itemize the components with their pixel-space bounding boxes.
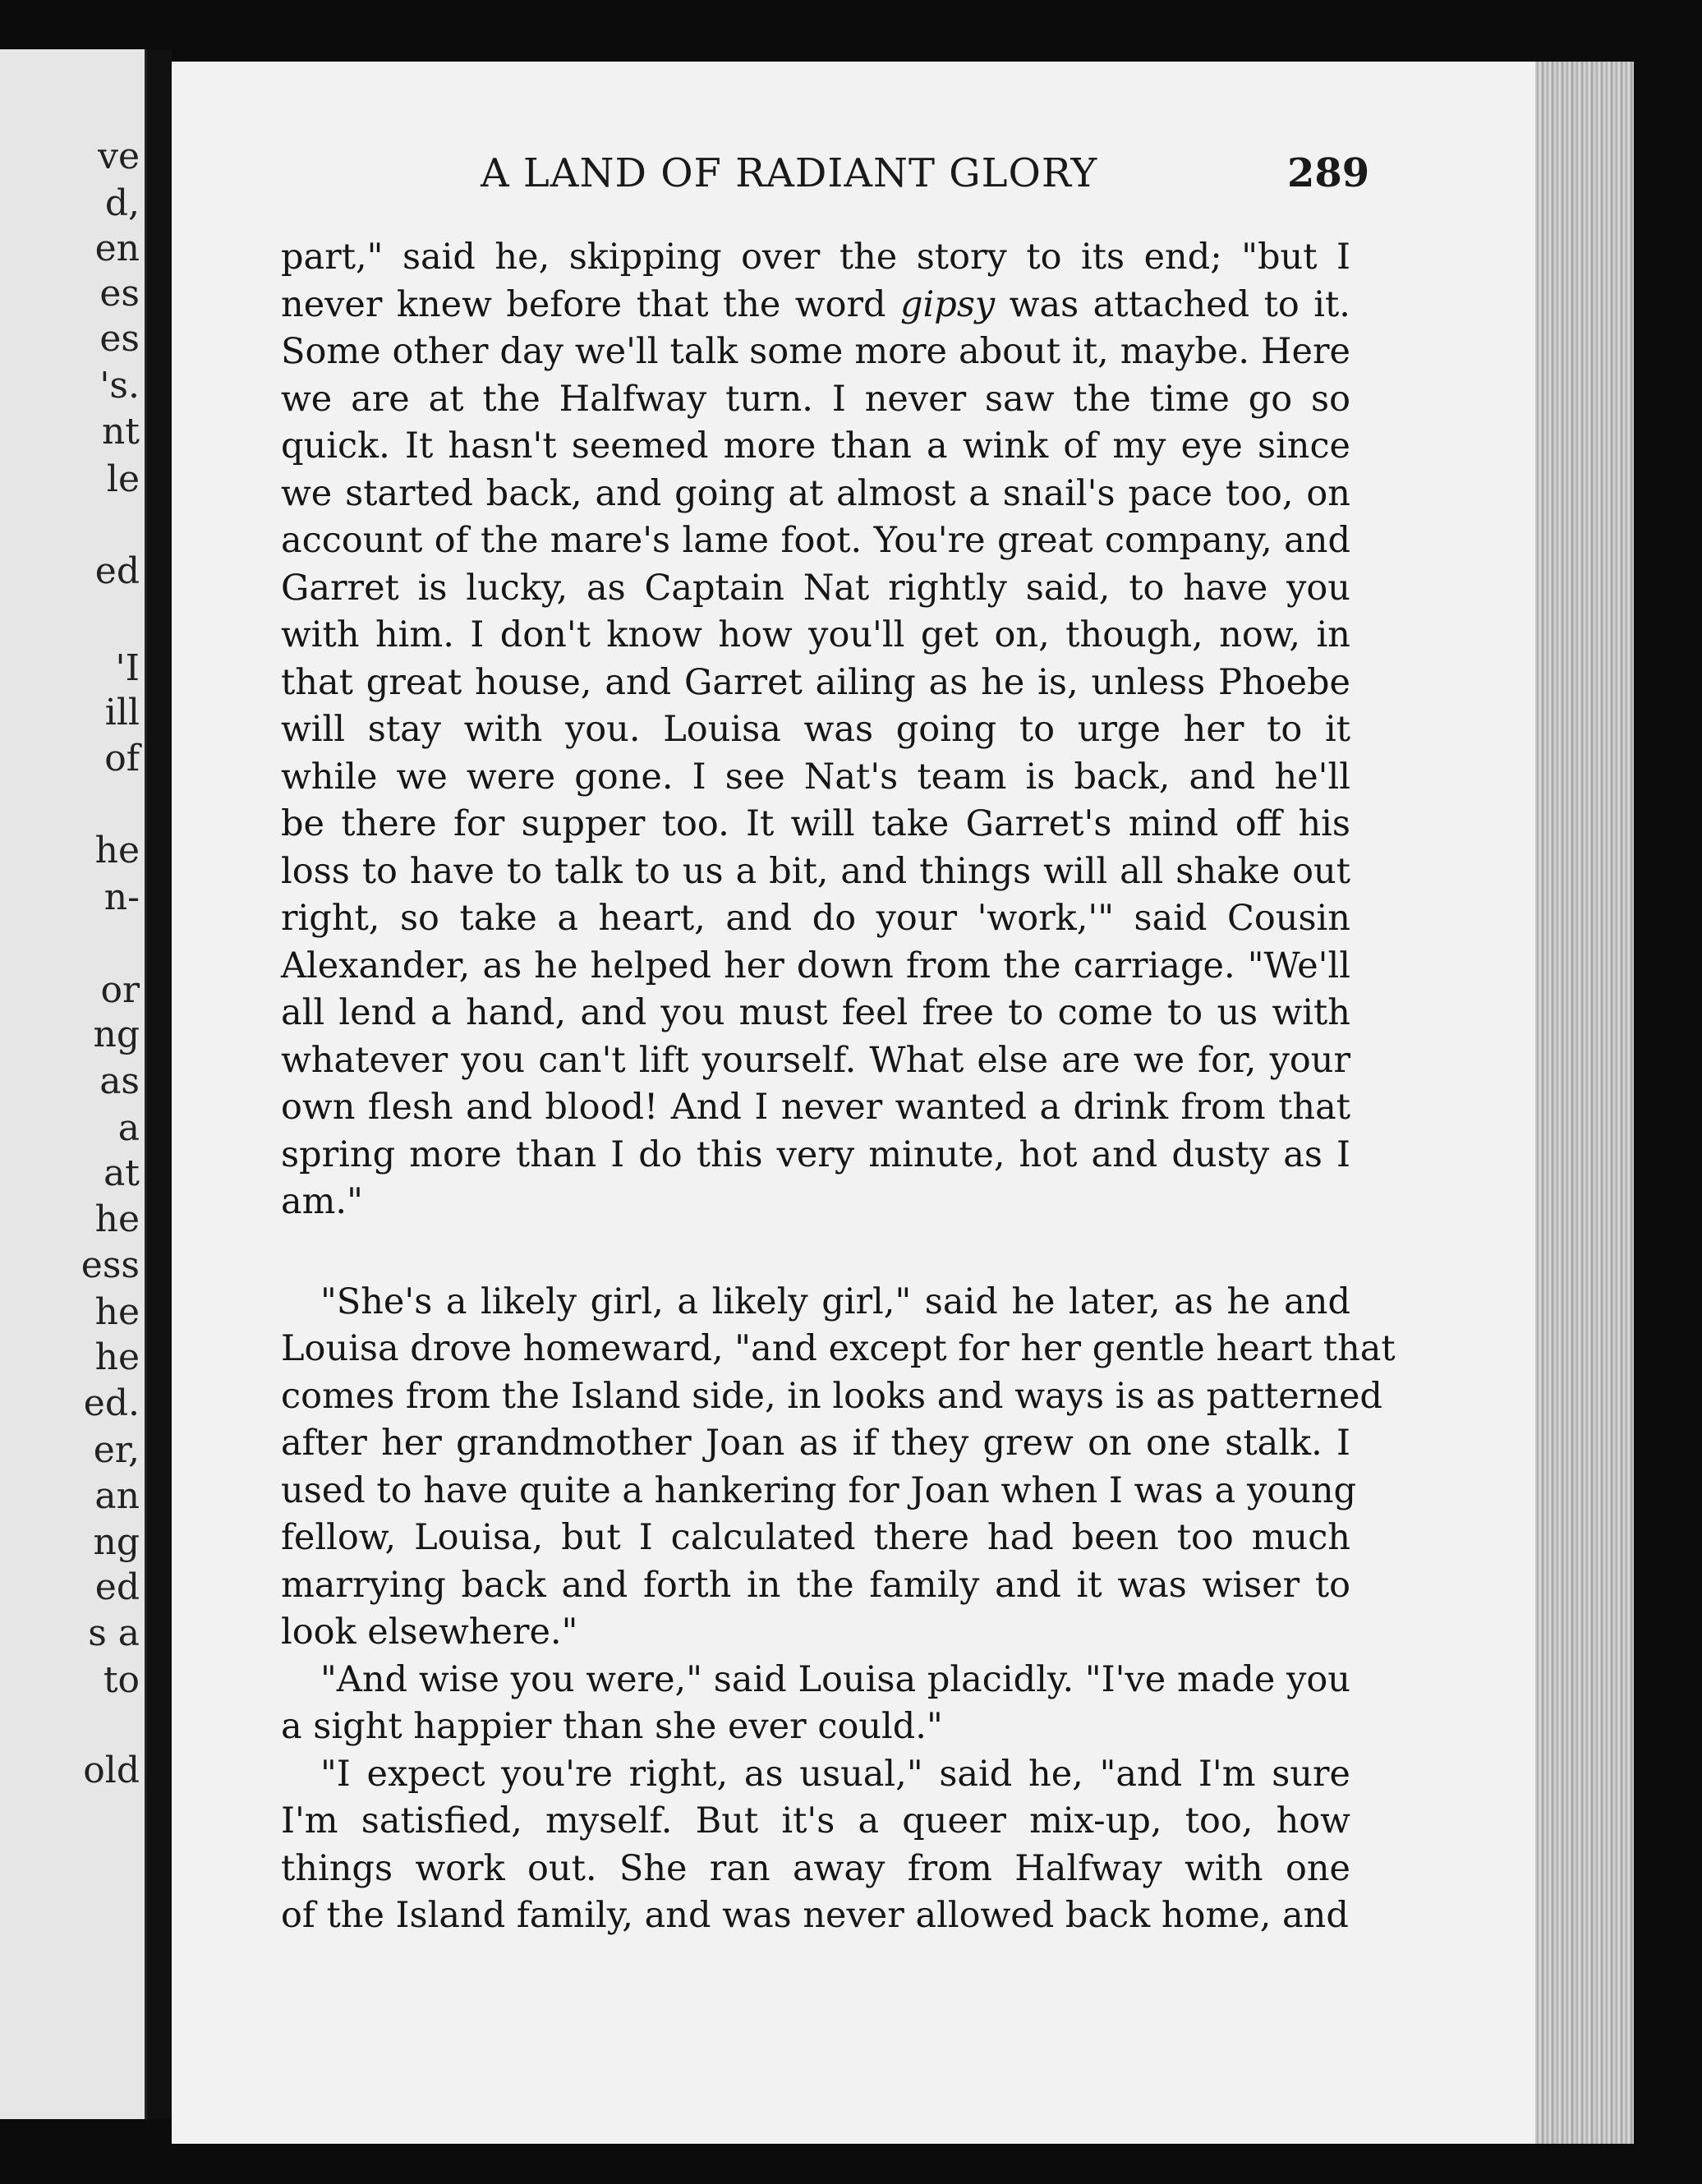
- left-page-text-fragment: a: [117, 1107, 140, 1149]
- left-page-text-fragment: he: [94, 1198, 140, 1240]
- text-line: will stay with you. Louisa was going to urge her to it: [281, 709, 1350, 750]
- text-line: loss to have to talk to us a bit, and things will all shake out: [281, 850, 1350, 892]
- text-line: look elsewhere.": [281, 1612, 578, 1653]
- page-edge-shadow: [1535, 62, 1634, 2144]
- paragraph: [281, 1657, 1350, 1751]
- text-line: I'm satisfied, myself. But it's a queer mix-up, too, how: [281, 1800, 1350, 1841]
- left-page-text-fragment: as: [99, 1060, 140, 1102]
- text-line: fellow, Louisa, but I calculated there had been too much: [281, 1517, 1350, 1558]
- left-page-text-fragment: nt: [101, 411, 140, 453]
- left-page-text-fragment: es: [99, 273, 140, 315]
- text-line: a sight happier than she ever could.": [281, 1706, 943, 1747]
- text-line: Some other day we'll talk some more about it, maybe. Here: [281, 331, 1350, 372]
- left-page-text-fragment: he: [94, 1336, 140, 1378]
- text-line: Alexander, as he helped her down from the carriage. "We'll: [281, 945, 1350, 986]
- left-page-text-fragment: ed: [94, 1566, 140, 1608]
- left-page-text-fragment: to: [103, 1659, 140, 1701]
- running-head: [172, 150, 1519, 208]
- left-page-text-fragment: en: [94, 228, 140, 269]
- text-line: Louisa drove homeward, "and except for her gentle heart that: [281, 1328, 1396, 1369]
- left-page-text-fragment: ed: [94, 550, 140, 592]
- left-page-text-fragment: ess: [80, 1244, 140, 1286]
- text-line: own flesh and blood! And I never wanted a drink from that: [281, 1087, 1350, 1128]
- text-line: "I expect you're right, as usual," said he, "and I'm sure: [320, 1753, 1350, 1795]
- text-line: be there for supper too. It will take Garret's mind off his: [281, 803, 1350, 844]
- text-line: after her grandmother Joan as if they grew on one stalk. I: [281, 1423, 1350, 1464]
- left-page-text-fragment: 's.: [99, 365, 140, 407]
- text-line: part," said he, skipping over the story to its end; "but I: [281, 237, 1350, 278]
- left-page-text-fragment: an: [94, 1475, 140, 1517]
- left-page-text-fragment: d,: [104, 182, 140, 224]
- left-page-text-fragment: ed.: [83, 1382, 140, 1424]
- text-line: "She's a likely girl, a likely girl," said he later, as he and: [320, 1281, 1350, 1322]
- text-line: quick. It hasn't seemed more than a wink of my eye since: [281, 425, 1350, 467]
- paragraph: [281, 234, 1350, 1226]
- text-line: we started back, and going at almost a snail's pace too, on: [281, 472, 1350, 514]
- left-page-text-fragment: es: [99, 318, 140, 360]
- text-line: with him. I don't know how you'll get on, though, now, in: [281, 614, 1350, 655]
- text-line: while we were gone. I see Nat's team is back, and he'll: [281, 756, 1350, 798]
- left-page-text-fragment: ill: [104, 692, 140, 733]
- paragraph: [281, 1279, 1396, 1657]
- left-page-text-fragment: ng: [93, 1521, 140, 1563]
- left-page-text-fragment: er,: [93, 1429, 140, 1471]
- text-line: of the Island family, and was never allowed back home, and: [281, 1895, 1349, 1936]
- page-number: 289: [1287, 150, 1370, 196]
- text-line: marrying back and forth in the family and it was wiser to: [281, 1564, 1350, 1606]
- book-page: [172, 62, 1634, 2144]
- left-page-text-fragment: he: [94, 830, 140, 871]
- text-line: right, so take a heart, and do your 'work,'" said Cousin: [281, 898, 1350, 939]
- left-page-text-fragment: old: [83, 1749, 140, 1791]
- left-page-text-fragment: of: [104, 738, 140, 779]
- text-line: all lend a hand, and you must feel free to come to us with: [281, 992, 1350, 1033]
- book-gutter: [147, 49, 172, 2119]
- text-line: whatever you can't lift yourself. What else are we for, your: [281, 1039, 1350, 1081]
- left-page-text-fragment: ng: [93, 1014, 140, 1055]
- paragraph: [281, 1751, 1350, 1940]
- text-line: comes from the Island side, in looks and ways is as patterned: [281, 1375, 1382, 1417]
- left-page-text-fragment: s a: [88, 1612, 140, 1654]
- text-line: used to have quite a hankering for Joan when I was a young: [281, 1469, 1357, 1511]
- text-line: never knew before that the word gipsy was attached to it.: [281, 283, 1350, 325]
- running-head-title: A LAND OF RADIANT GLORY: [481, 150, 1098, 196]
- left-page-text-fragment: ve: [98, 136, 140, 177]
- text-line: that great house, and Garret ailing as he is, unless Phoebe: [281, 661, 1350, 703]
- text-line: we are at the Halfway turn. I never saw the time go so: [281, 378, 1350, 420]
- text-line: "And wise you were," said Louisa placidly. "I've made you: [320, 1658, 1350, 1700]
- section-break: [281, 1226, 1350, 1279]
- text-line: account of the mare's lame foot. You're great company, and: [281, 520, 1350, 561]
- text-line: Garret is lucky, as Captain Nat rightly said, to have you: [281, 567, 1350, 609]
- left-page-text-fragment: 'I: [115, 647, 140, 689]
- left-page-text-fragment: le: [106, 458, 140, 500]
- body-text: [281, 234, 1396, 1940]
- text-line: spring more than I do this very minute, hot and dusty as I: [281, 1133, 1350, 1175]
- left-page-text-fragment: he: [94, 1291, 140, 1333]
- left-page-text-fragment: or: [100, 969, 140, 1011]
- left-page-text-fragment: at: [104, 1152, 140, 1194]
- left-page-edge: [0, 49, 147, 2119]
- text-line: am.": [281, 1181, 363, 1222]
- text-line: things work out. She ran away from Halfway with one: [281, 1847, 1350, 1889]
- left-page-text-fragment: n-: [104, 876, 140, 918]
